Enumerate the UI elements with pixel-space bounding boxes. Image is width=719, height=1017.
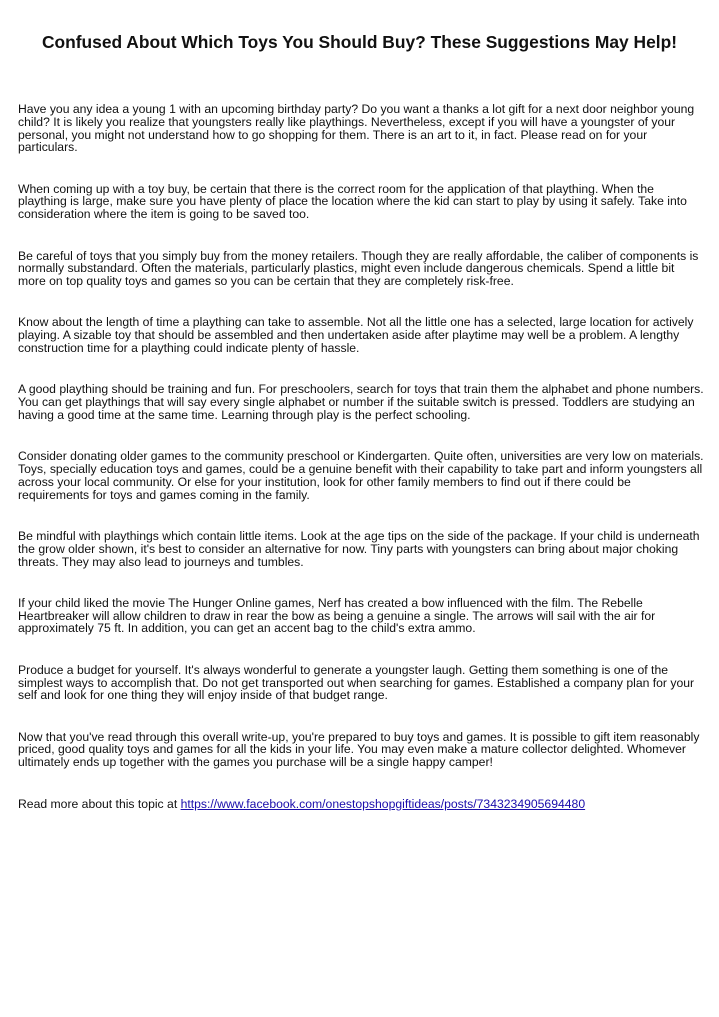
- paragraph-4: Know about the length of time a plaything can take to assemble. Not all the little one has a selected, large location for actively playing. A sizable toy that should be assembled and then undertaken aside after playtime may well be a problem. A lengthy construction time for a plaything could indicate plenty of hassle.: [18, 315, 694, 356]
- paragraph-9: Produce a budget for yourself. It's always wonderful to generate a youngster laugh. Getting them something is one of the simplest ways to accomplish that. Do not get transported out when searching for games. Established a company plan for your self and look for one thing they will enjoy inside of that budget range.: [18, 662, 695, 703]
- read-more-prefix: Read more about this topic at: [18, 796, 181, 811]
- paragraph-6: Consider donating older games to the community preschool or Kindergarten. Quite often, universities are very low on materials. Toys, specially education toys and games, could be a genuine benefit with their capability to take part and inform youngsters all across your local community. Or else for your institution, look for other family members to find out if there could be requirements for toys and games coming in the family.: [18, 449, 704, 502]
- paragraph-2: When coming up with a toy buy, be certain that there is the correct room for the application of that plaything. When the plaything is large, make sure you have plenty of place the location where the kid can start to play by using it safely. Take into consideration where the item is going to be saved too.: [18, 181, 687, 222]
- paragraph-5: A good plaything should be training and fun. For preschoolers, search for toys that train them the alphabet and phone numbers. You can get playthings that will say every single alphabet or number if the suitable switch is pressed. Toddlers are studying an having a good time at the same time. Learning through play is the perfect schooling.: [18, 382, 704, 422]
- article-body: [18, 103, 704, 839]
- paragraph-8: If your child liked the movie The Hunger Online games, Nerf has created a bow influenced with the film. The Rebelle Heartbreaker will allow children to draw in rear the bow as being a genuine a single. The arrows will sail with the air for approximately 75 ft. In addition, you can get an accent bag to the child's extra ammo.: [18, 595, 656, 636]
- paragraph-3: Be careful of toys that you simply buy from the money retailers. Though they are really affordable, the caliber of components is normally substandard. Often the materials, particularly plastics, might even include dangerous chemicals. Spend a little bit more on top quality toys and games so you can be certain that they are completely risk-free.: [18, 248, 699, 289]
- read-more-line: [18, 798, 704, 811]
- paragraph-1: Have you any idea a young 1 with an upcoming birthday party? Do you want a thanks a lot gift for a next door neighbor young child? It is likely you realize that youngsters really like playthings. Nevertheless, except if you will have a youngster of your personal, you might not understand how to go shopping for them. There is an art to it, in fact. Please read on for your particulars.: [18, 102, 695, 155]
- paragraph-7: Be mindful with playthings which contain little items. Look at the age tips on the side of the package. If your child is underneath the grow older shown, it's best to consider an alternative for now. Tiny parts with youngsters can bring about major choking threats. They may also lead to journeys and tumbles.: [18, 528, 700, 569]
- source-link[interactable]: https://www.facebook.com/onestopshopgiftideas/posts/7343234905694480: [180, 796, 586, 811]
- page-title: Confused About Which Toys You Should Buy? These Suggestions May Help!: [41, 32, 678, 52]
- paragraph-10: Now that you've read through this overall write-up, you're prepared to buy toys and games. It is possible to gift item reasonably priced, good quality toys and games for all the kids in your life. You may even make a mature collector delighted. Whomever ultimately ends up together with the games you purchase will be a single happy camper!: [18, 729, 700, 770]
